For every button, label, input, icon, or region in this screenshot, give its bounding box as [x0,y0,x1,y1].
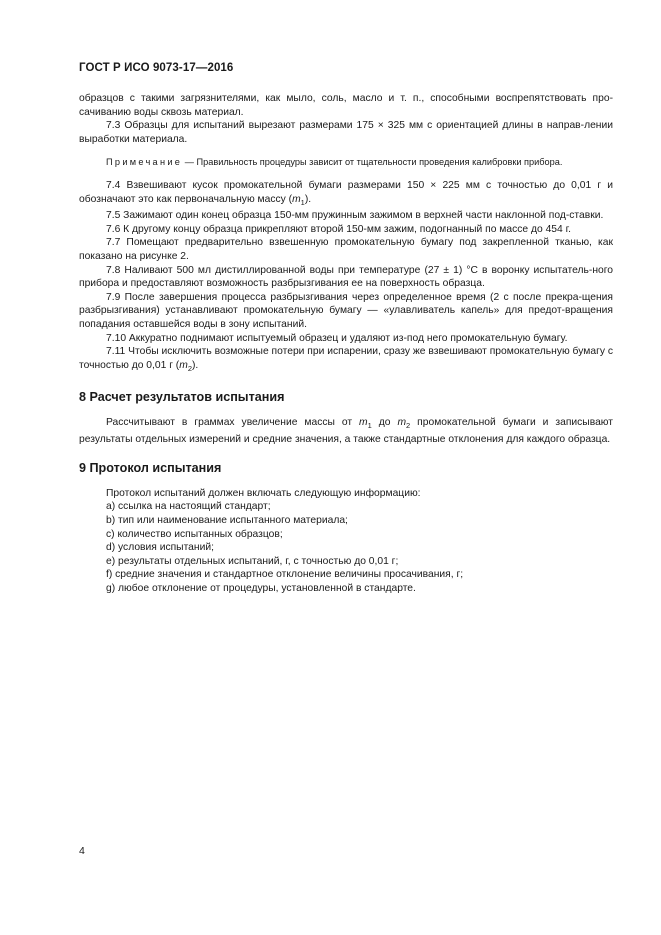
paragraph-7-11: 7.11 Чтобы исключить возможные потери при испарении, сразу же взвешивают промокательную бумагу с точностью до 0,01 г $(m_2)$. [79,346,613,373]
paragraph-7-6: 7.6 К другому концу образца прикрепляют второй 150-мм зажим, подогнанный по массе до 454 г. [106,223,571,235]
list-item: a) ссылка на настоящий стандарт; [106,501,271,513]
paragraph-continuation: образцов с такими загрязнителями, как мыло, соль, масло и т. п., способными воспрепятствовать про-сачиванию воды сквозь материал. [79,93,613,118]
section-9-heading: 9 Протокол испытания [79,461,222,476]
list-item: g) любое отклонение от процедуры, установленной в стандарте. [106,582,416,594]
page-number: 4 [79,845,85,857]
paragraph-7-10: 7.10 Аккуратно поднимают испытуемый образец и удаляют из-под него промокательную бумагу. [106,332,568,344]
section-8-heading: 8 Расчет результатов испытания [79,390,285,405]
list-item: f) средние значения и стандартное отклонение величины просачивания, г; [106,569,464,581]
protocol-list [79,500,613,595]
section-8-text: Рассчитывают в граммах увеличение массы от $m_1$ до $m_2$ промокательной бумаги и записывают результаты отдельных измерений и средние значения, а также стандартные отклонения для каждого образца. [79,416,614,445]
paragraph-7-4: 7.4 Взвешивают кусок промокательной бумаги размерами 150 × 225 мм с точностью до 0,01 г и обозначают это как первоначальную массу $(m_1)$. [79,179,613,207]
paragraph-7-5: 7.5 Зажимают один конец образца 150-мм пружинным зажимом в верхней части наклонной под-ставки. [106,210,604,222]
paragraph-7-8: 7.8 Наливают 500 мл дистиллированной воды при температуре (27 ± 1) °С в воронку испытатель-ного прибора и предоставляют возможность разбрызгивания ее на поверхность образца. [79,264,613,290]
section-9-intro: Протокол испытаний должен включать следующую информацию: [106,487,421,499]
list-item: b) тип или наименование испытанного материала; [106,514,348,526]
document-body [79,92,613,596]
list-item: e) результаты отдельных испытаний, г, с точностью до 0,01 г; [106,555,399,567]
paragraph-7-9: 7.9 После завершения процесса разбрызгивания через определенное время (2 с после прекра-щения разбрызгивания) устанавливают промокательную бумагу — «улавливатель капель» для предот-вращения попадания оставшейся воды в зону испытаний. [79,291,613,330]
note [79,156,613,170]
note-text: — Правильность процедуры зависит от тщательности проведения калибровки прибора. [184,157,563,168]
list-item: c) количество испытанных образцов; [106,528,283,540]
paragraph-7-3: 7.3 Образцы для испытаний вырезают размерами 175 × 325 мм с ориентацией длины в направ-лении выработки материала. [79,120,613,145]
paragraph-7-7: 7.7 Помещают предварительно взвешенную промокательную бумагу под закрепленной тканью, как показано на рисунке 2. [79,237,613,262]
list-item: d) условия испытаний; [106,542,214,554]
note-label: Примечание [106,157,183,168]
document-header: ГОСТ Р ИСО 9073-17—2016 [79,62,234,74]
